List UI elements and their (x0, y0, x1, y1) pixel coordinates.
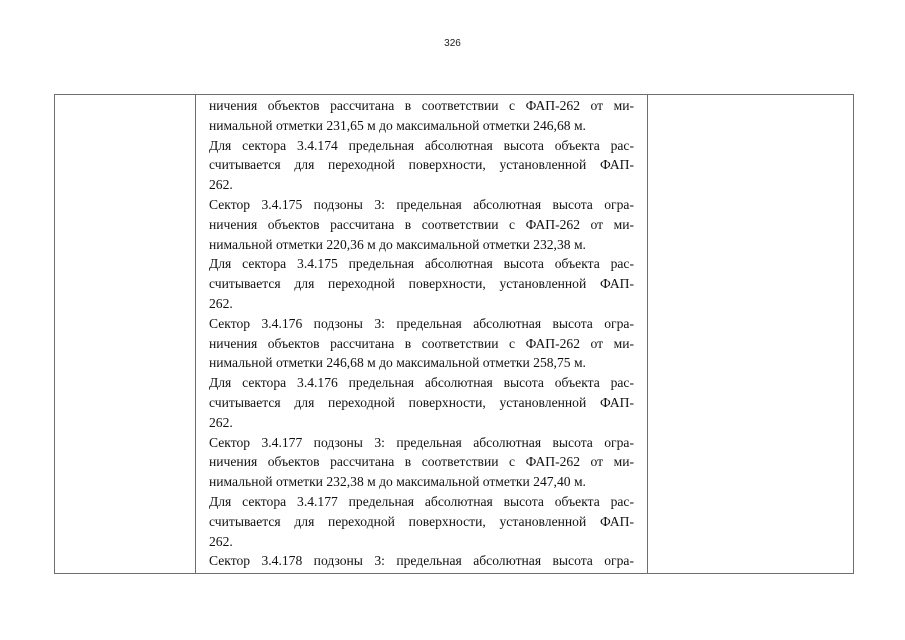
text-line: Сектор 3.4.176 подзоны 3: предельная абсолютная высота огра- (209, 315, 634, 331)
text-line: ничения объектов рассчитана в соответствии с ФАП-262 от ми- (209, 216, 634, 232)
text-line: Для сектора 3.4.174 предельная абсолютная высота объекта рас- (209, 137, 634, 153)
text-line: ничения объектов рассчитана в соответствии с ФАП-262 от ми- (209, 454, 634, 470)
table-row (55, 95, 854, 574)
text-line: Сектор 3.4.178 подзоны 3: предельная абсолютная высота огра- (209, 553, 634, 569)
text-line: считывается для переходной поверхности, установленной ФАП- (209, 513, 634, 529)
text-line: 262. (209, 177, 233, 193)
text-line: Для сектора 3.4.177 предельная абсолютная высота объекта рас- (209, 493, 634, 509)
text-line: считывается для переходной поверхности, установленной ФАП- (209, 276, 634, 292)
text-line: 262. (209, 295, 233, 311)
text-line: ничения объектов рассчитана в соответствии с ФАП-262 от ми- (209, 98, 634, 113)
text-line: Сектор 3.4.177 подзоны 3: предельная абсолютная высота огра- (209, 434, 634, 450)
text-line: Для сектора 3.4.176 предельная абсолютная высота объекта рас- (209, 375, 634, 391)
text-line: нимальной отметки 231,65 м до максимальной отметки 246,68 м. (209, 117, 586, 133)
text-line: ничения объектов рассчитана в соответствии с ФАП-262 от ми- (209, 335, 634, 351)
text-line: Сектор 3.4.175 подзоны 3: предельная абсолютная высота огра- (209, 196, 634, 212)
page-number: 326 (444, 38, 461, 49)
text-line: считывается для переходной поверхности, установленной ФАП- (209, 157, 634, 173)
left-cell (55, 95, 196, 574)
text-line: нимальной отметки 232,38 м до максимальной отметки 247,40 м. (209, 474, 586, 490)
text-line: Для сектора 3.4.175 предельная абсолютная высота объекта рас- (209, 256, 634, 272)
right-cell (648, 95, 854, 574)
text-line: 262. (209, 533, 233, 549)
text-line: 262. (209, 414, 233, 430)
text-line: считывается для переходной поверхности, установленной ФАП- (209, 394, 634, 410)
text-line: нимальной отметки 246,68 м до максимальной отметки 258,75 м. (209, 355, 586, 371)
text-line: нимальной отметки 220,36 м до максимальной отметки 232,38 м. (209, 236, 586, 252)
description-cell (196, 95, 648, 574)
cell-text (196, 95, 647, 573)
document-table (54, 94, 854, 574)
